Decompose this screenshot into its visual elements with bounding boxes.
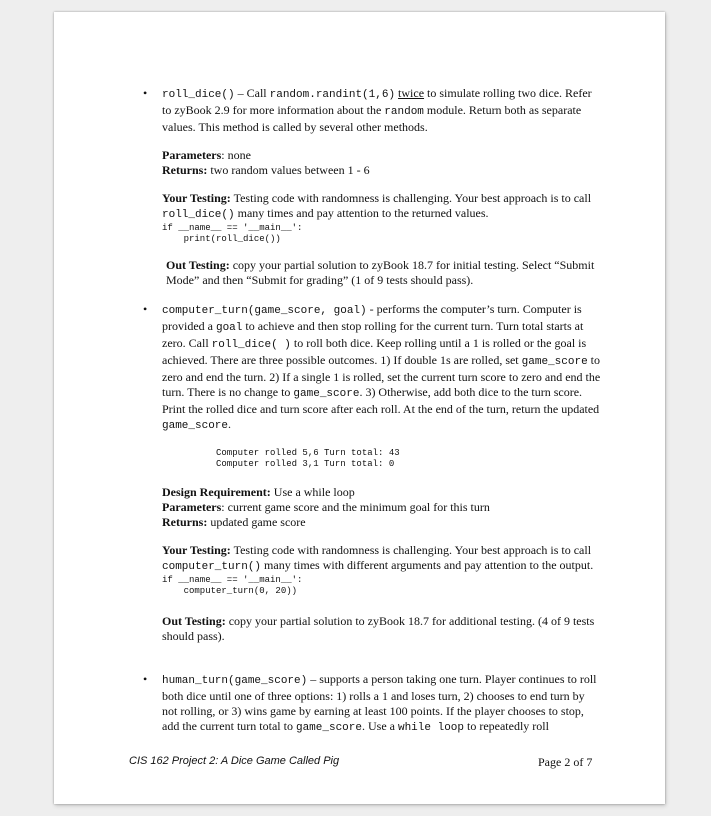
computer-turn-design: Design Requirement: Use a while loop xyxy=(162,485,355,499)
footer-page-number: Page 2 of 7 xyxy=(538,755,593,769)
roll-dice-returns: Returns: two random values between 1 - 6 xyxy=(162,163,370,177)
bullet: • xyxy=(143,86,148,100)
human-turn-description: human_turn(game_score) – supports a person taking one turn. Player continues to roll both dice until one of three options: 1) rolls a 1 and loses turn, 2) chooses to end turn by not rolling, or 3) wins game by earning at least 100 points. If the player chooses to stop, add the current turn total to game_score. Use a while loop to repeatedly roll xyxy=(162,672,597,734)
list-item-computer-turn xyxy=(143,302,602,644)
roll-dice-code-line-1: if __name__ == '__main__': xyxy=(162,223,303,233)
computer-turn-parameters: Parameters: current game score and the minimum goal for this turn xyxy=(162,500,490,514)
computer-turn-returns: Returns: updated game score xyxy=(162,515,306,529)
document-page xyxy=(54,12,665,804)
computer-turn-description: computer_turn(game_score, goal) - performs the computer’s turn. Computer is provided a goal to achieve and then stop rolling for the current turn. Turn total starts at zero. Call roll_dice( ) to roll both dice. Keep rolling until a 1 is rolled or the goal is achieved. There are three possible outcomes. 1) If double 1s are rolled, set game_score to zero and end the turn. 2) If a single 1 is rolled, set the current turn score to zero and end the turn. There is no change to game_score. 3) Otherwise, add both dice to the turn score. Print the rolled dice and turn score after each roll. At the end of the turn, return the updated game_score. xyxy=(162,302,601,432)
list-item-roll-dice xyxy=(143,86,602,288)
bullet: • xyxy=(143,672,148,686)
computer-turn-code-line-1: if __name__ == '__main__': xyxy=(162,575,303,585)
roll-dice-parameters: Parameters: none xyxy=(162,148,251,162)
roll-dice-code-line-2: print(roll_dice()) xyxy=(162,234,281,244)
computer-turn-your-testing: Your Testing: Testing code with randomness is challenging. Your best approach is to call computer_turn() many times with different arguments and pay attention to the output. xyxy=(162,543,594,573)
roll-dice-out-testing: Out Testing: copy your partial solution to zyBook 18.7 for initial testing. Select “Submit Mode” and then “Submit for grading” (1 of 9 tests should pass). xyxy=(166,258,595,287)
sample-output-line-2: Computer rolled 3,1 Turn total: 0 xyxy=(216,459,395,469)
list-item-human-turn xyxy=(143,672,602,736)
roll-dice-description: roll_dice() – Call random.randint(1,6) twice to simulate rolling two dice. Refer to zyBook 2.9 for more information about the random module. Return both as separate values. This method is called by several other methods. xyxy=(162,86,592,134)
computer-turn-code-line-2: computer_turn(0, 20)) xyxy=(162,586,298,596)
page-content xyxy=(143,86,602,736)
sample-output-line-1: Computer rolled 5,6 Turn total: 43 xyxy=(216,448,400,458)
roll-dice-your-testing: Your Testing: Testing code with randomness is challenging. Your best approach is to call roll_dice() many times and pay attention to the returned values. xyxy=(162,191,592,221)
computer-turn-out-testing: Out Testing: copy your partial solution to zyBook 18.7 for additional testing. (4 of 9 tests should pass). xyxy=(162,614,595,643)
bullet: • xyxy=(143,302,148,316)
footer-title: CIS 162 Project 2: A Dice Game Called Pig xyxy=(129,755,340,767)
